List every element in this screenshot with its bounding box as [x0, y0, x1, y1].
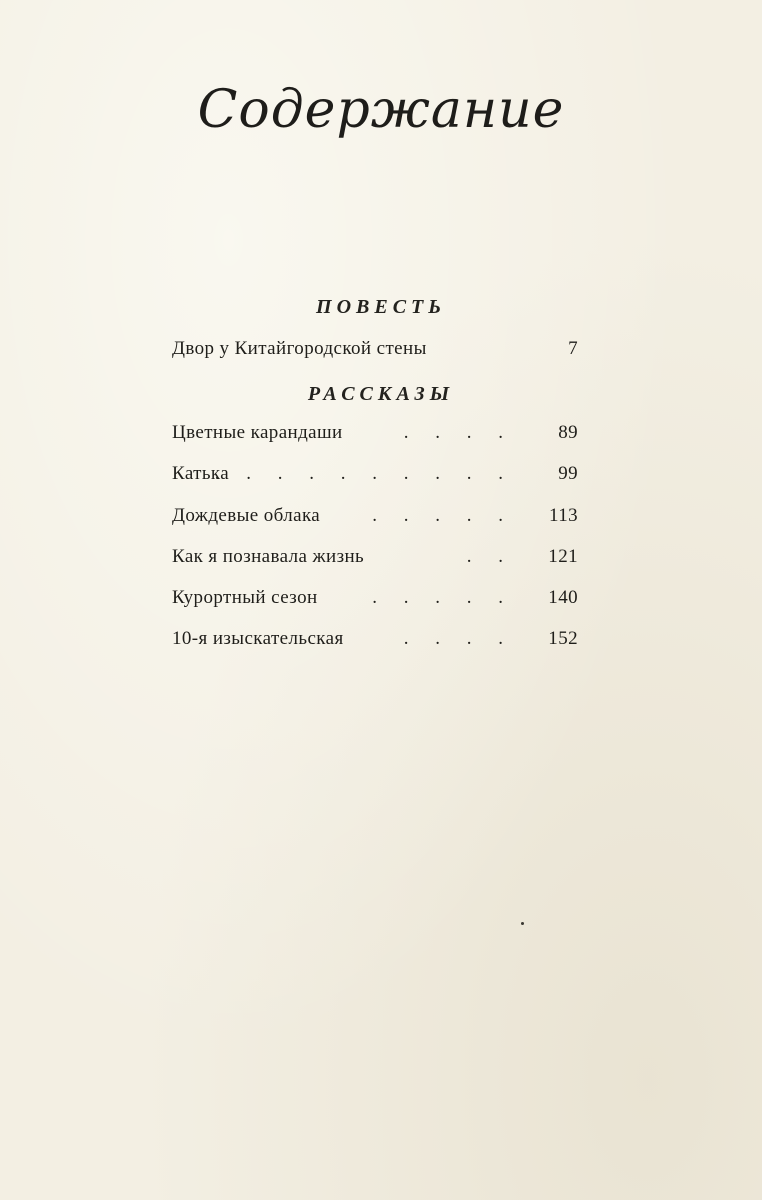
toc-entry	[172, 505, 578, 533]
toc-entry	[172, 463, 578, 491]
toc-entry-title: 10-я изыскательская	[172, 628, 344, 649]
toc-dot-leader: . .	[466, 546, 514, 567]
toc-page-number: 7	[568, 338, 578, 359]
toc-dot-leader: . . . . .	[372, 587, 514, 608]
toc-page-number: 152	[548, 628, 578, 649]
toc-page-number: 113	[549, 505, 578, 526]
toc-page-number: 140	[548, 587, 578, 608]
section-heading-rasskazy: РАССКАЗЫ	[307, 383, 455, 405]
toc-entry-title: Двор у Китайгородской стены	[172, 338, 427, 359]
toc-entry	[172, 628, 578, 656]
toc-entry-title: Курортный сезон	[172, 587, 318, 608]
toc-page-number: 89	[558, 422, 578, 443]
toc-entry	[172, 587, 578, 615]
toc-dot-leader: . . . . . . . . . .	[214, 463, 514, 484]
toc-dot-leader: . . . . .	[372, 505, 514, 526]
toc-dot-leader: . . . .	[403, 422, 514, 443]
toc-page-number: 121	[548, 546, 578, 567]
page-title: Содержание	[197, 80, 565, 140]
toc-entry-title: Катька	[172, 463, 230, 484]
toc-dot-leader: . . . .	[403, 628, 514, 649]
toc-entry-title: Цветные карандаши	[172, 422, 343, 443]
toc-entry	[172, 422, 578, 450]
toc-entry-title: Как я познавала жизнь	[172, 546, 365, 567]
paper-speck	[521, 922, 524, 925]
toc-entry-title: Дождевые облака	[172, 505, 321, 526]
toc-entry	[172, 546, 578, 574]
toc-page-number: 99	[558, 463, 578, 484]
section-heading-povest: ПОВЕСТЬ	[316, 296, 446, 318]
toc-entry	[172, 338, 578, 366]
